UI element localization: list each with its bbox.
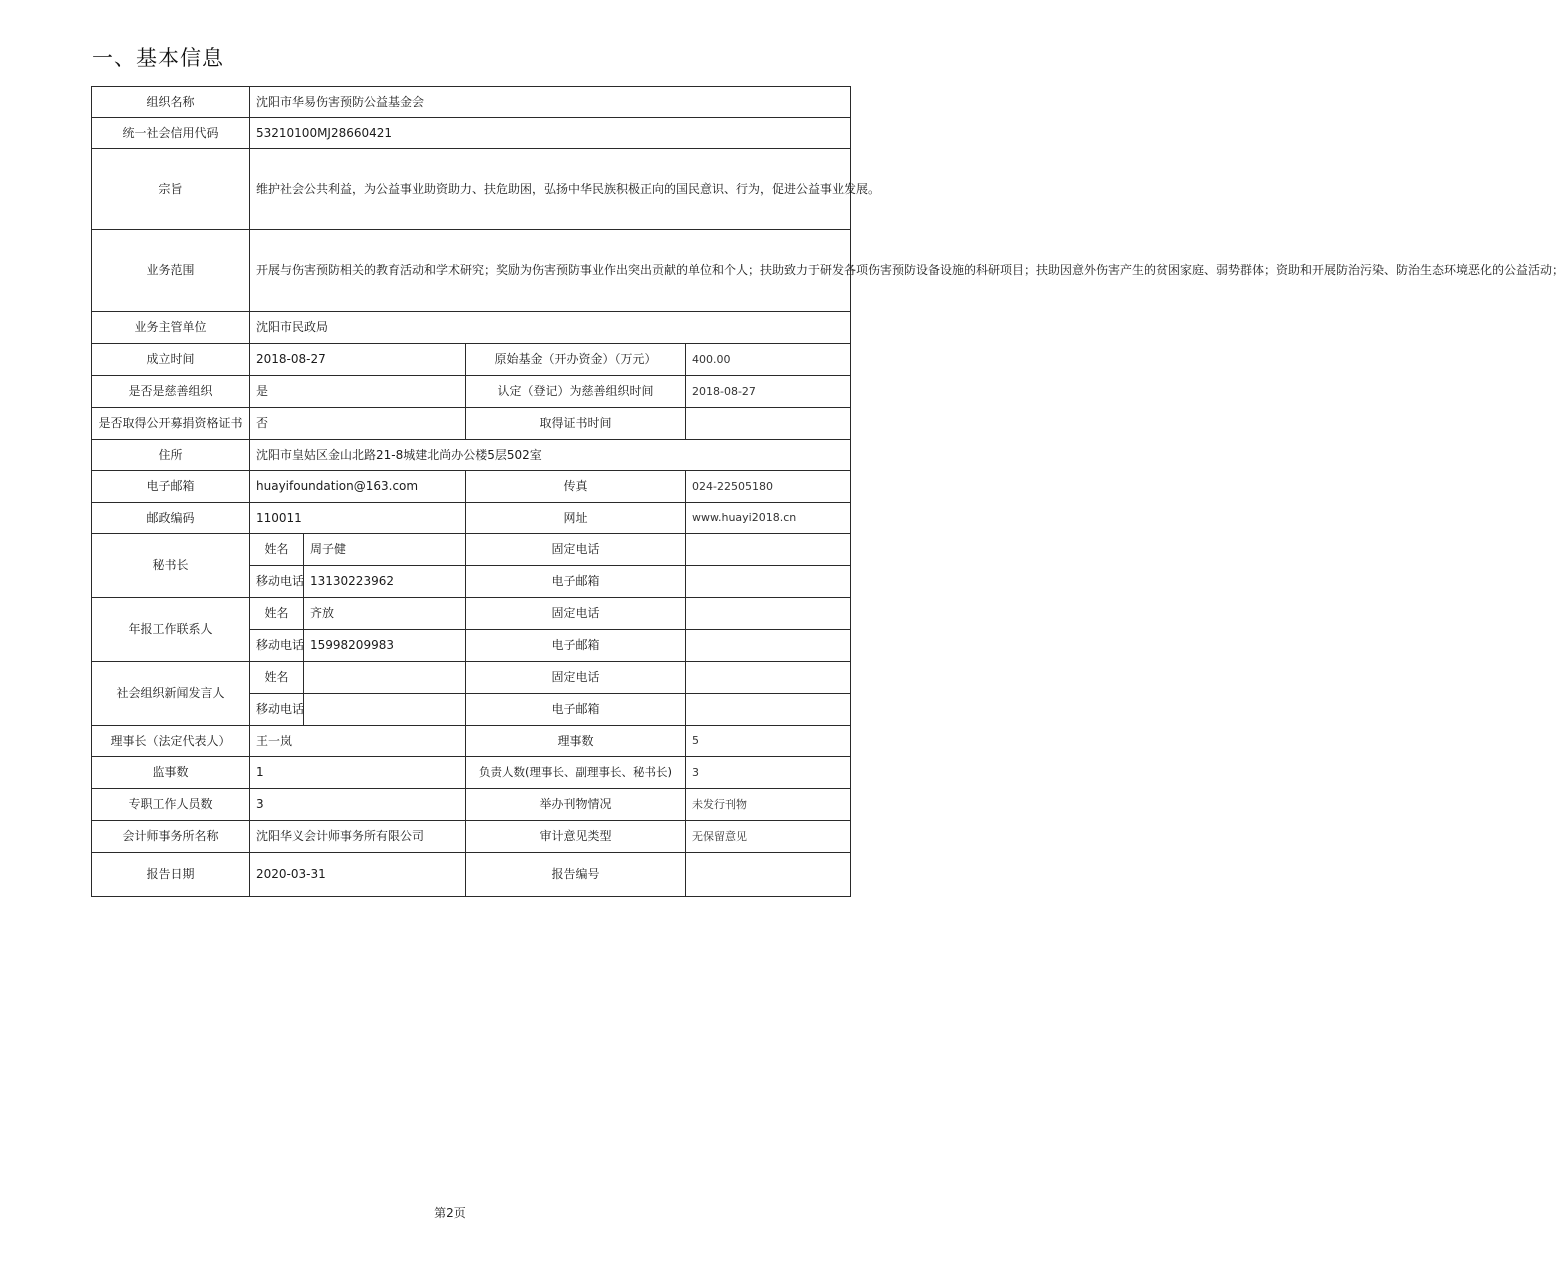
- postcode-value: 110011: [250, 503, 466, 534]
- row-report-contact-name: [92, 598, 851, 630]
- row-report-date: [92, 853, 851, 897]
- audit-opinion-label: 审计意见类型: [466, 821, 686, 853]
- report-contact-mobile-value: 15998209983: [304, 630, 466, 662]
- spokesperson-email-label: 电子邮箱: [466, 694, 686, 726]
- report-contact-phone-value: [686, 598, 851, 630]
- row-address: [92, 440, 851, 471]
- accounting-firm-label: 会计师事务所名称: [92, 821, 250, 853]
- directors-label: 理事数: [466, 726, 686, 757]
- report-contact-phone-label: 固定电话: [466, 598, 686, 630]
- spokesperson-role-label: 社会组织新闻发言人: [92, 662, 250, 726]
- charity-date-label: 认定（登记）为慈善组织时间: [466, 376, 686, 408]
- cert-date-label: 取得证书时间: [466, 408, 686, 440]
- supervisors-value: 1: [250, 757, 466, 789]
- chairman-value: 王一岚: [250, 726, 466, 757]
- secretary-phone-value: [686, 534, 851, 566]
- row-accounting: [92, 821, 851, 853]
- purpose-label: 宗旨: [92, 149, 250, 230]
- spokesperson-name-value: [304, 662, 466, 694]
- row-supervisor: [92, 312, 851, 344]
- supervisor-value: 沈阳市民政局: [250, 312, 851, 344]
- accounting-firm-value: 沈阳华义会计师事务所有限公司: [250, 821, 466, 853]
- report-contact-email-label: 电子邮箱: [466, 630, 686, 662]
- row-credit-code: [92, 118, 851, 149]
- page-number: 第2页: [434, 1206, 466, 1220]
- row-email: [92, 471, 851, 503]
- secretary-phone-label: 固定电话: [466, 534, 686, 566]
- row-spokesperson-name: [92, 662, 851, 694]
- report-no-label: 报告编号: [466, 853, 686, 897]
- report-contact-mobile-label: 移动电话: [250, 630, 304, 662]
- report-contact-name-label: 姓名: [250, 598, 304, 630]
- spokesperson-phone-label: 固定电话: [466, 662, 686, 694]
- audit-opinion-value: 无保留意见: [686, 821, 851, 853]
- spokesperson-mobile-label: 移动电话: [250, 694, 304, 726]
- scope-value: 开展与伤害预防相关的教育活动和学术研究；奖励为伤害预防事业作出突出贡献的单位和个人；扶助致力于研发各项伤害预防设备设施的科研项目；扶助因意外伤害产生的贫困家庭、弱势群体；资助和开展防治污染、防治生态环境恶化的公益活动；: [250, 230, 851, 312]
- secretary-name-value: 周子健: [304, 534, 466, 566]
- email-label: 电子邮箱: [92, 471, 250, 503]
- row-chairman: [92, 726, 851, 757]
- report-date-label: 报告日期: [92, 853, 250, 897]
- fax-value: 024-22505180: [686, 471, 851, 503]
- spokesperson-mobile-value: [304, 694, 466, 726]
- secretary-mobile-value: 13130223962: [304, 566, 466, 598]
- email-value: huayifoundation@163.com: [250, 471, 466, 503]
- publication-value: 未发行刊物: [686, 789, 851, 821]
- spokesperson-name-label: 姓名: [250, 662, 304, 694]
- charity-date-value: 2018-08-27: [686, 376, 851, 408]
- supervisor-label: 业务主管单位: [92, 312, 250, 344]
- address-value: 沈阳市皇姑区金山北路21-8城建北尚办公楼5层502室: [250, 440, 851, 471]
- org-name-value: 沈阳市华易伤害预防公益基金会: [250, 87, 851, 118]
- publication-label: 举办刊物情况: [466, 789, 686, 821]
- secretary-email-label: 电子邮箱: [466, 566, 686, 598]
- cert-date-value: [686, 408, 851, 440]
- original-fund-value: 400.00: [686, 344, 851, 376]
- section-title: 一、基本信息: [92, 46, 224, 70]
- secretary-role-label: 秘书长: [92, 534, 250, 598]
- scope-label: 业务范围: [92, 230, 250, 312]
- row-org-name: [92, 87, 851, 118]
- website-label: 网址: [466, 503, 686, 534]
- established-value: 2018-08-27: [250, 344, 466, 376]
- basic-info-table: [91, 86, 1564, 897]
- report-contact-role-label: 年报工作联系人: [92, 598, 250, 662]
- directors-value: 5: [686, 726, 851, 757]
- org-name-label: 组织名称: [92, 87, 250, 118]
- row-secretary-name: [92, 534, 851, 566]
- leaders-value: 3: [686, 757, 851, 789]
- purpose-value: 维护社会公共利益，为公益事业助资助力、扶危助困，弘扬中华民族积极正向的国民意识、行为，促进公益事业发展。: [250, 149, 851, 230]
- fundraising-value: 否: [250, 408, 466, 440]
- row-supervisors: [92, 757, 851, 789]
- secretary-mobile-label: 移动电话: [250, 566, 304, 598]
- report-contact-email-value: [686, 630, 851, 662]
- spokesperson-email-value: [686, 694, 851, 726]
- address-label: 住所: [92, 440, 250, 471]
- spokesperson-phone-value: [686, 662, 851, 694]
- original-fund-label: 原始基金（开办资金）（万元）: [466, 344, 686, 376]
- secretary-name-label: 姓名: [250, 534, 304, 566]
- website-value: www.huayi2018.cn: [686, 503, 851, 534]
- row-staff: [92, 789, 851, 821]
- is-charity-label: 是否是慈善组织: [92, 376, 250, 408]
- row-postcode: [92, 503, 851, 534]
- row-scope: [92, 230, 851, 312]
- report-no-value: [686, 853, 851, 897]
- staff-label: 专职工作人员数: [92, 789, 250, 821]
- fax-label: 传真: [466, 471, 686, 503]
- leaders-label: 负责人数(理事长、副理事长、秘书长): [466, 757, 686, 789]
- staff-value: 3: [250, 789, 466, 821]
- row-purpose: [92, 149, 851, 230]
- credit-code-value: 53210100MJ28660421: [250, 118, 851, 149]
- credit-code-label: 统一社会信用代码: [92, 118, 250, 149]
- chairman-label: 理事长（法定代表人）: [92, 726, 250, 757]
- row-charity: [92, 376, 851, 408]
- row-fundraising: [92, 408, 851, 440]
- row-established: [92, 344, 851, 376]
- established-label: 成立时间: [92, 344, 250, 376]
- report-date-value: 2020-03-31: [250, 853, 466, 897]
- postcode-label: 邮政编码: [92, 503, 250, 534]
- report-contact-name-value: 齐放: [304, 598, 466, 630]
- fundraising-label: 是否取得公开募捐资格证书: [92, 408, 250, 440]
- secretary-email-value: [686, 566, 851, 598]
- supervisors-label: 监事数: [92, 757, 250, 789]
- is-charity-value: 是: [250, 376, 466, 408]
